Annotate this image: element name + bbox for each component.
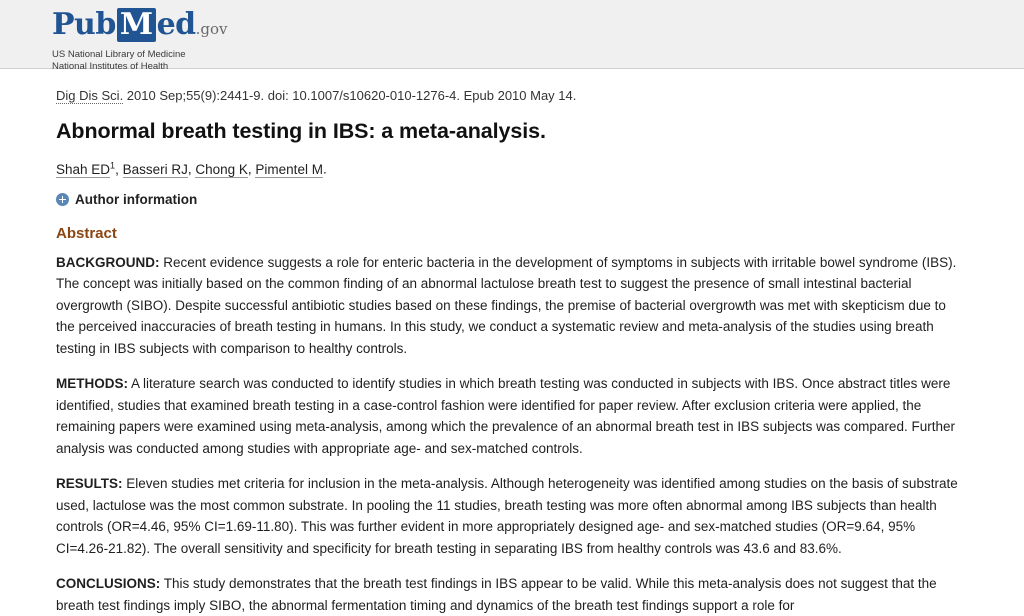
org-line-nih: National Institutes of Health (52, 61, 169, 72)
pubmed-logo-text (52, 8, 228, 46)
section-text: A literature search was conducted to identify studies in which breath testing was conducted in subjects with IBS. Once abstract titles were identified, studies that examined breath testing in a case-control fashion were identified for paper review. After exclusion criteria were applied, the remaining papers were examined using meta-analysis, among which the prevalence of an abnormal breath test in IBS subjects was compared. Further analysis was conducted among studies with appropriate age- and sex-matched controls. (56, 376, 955, 456)
author-entry (56, 162, 123, 177)
organization-lines (52, 49, 228, 73)
author-separator: , (115, 161, 123, 177)
author-separator: . (322, 161, 327, 177)
logo-ed-text: ed (156, 7, 196, 42)
author-affiliation-marker: 1 (110, 160, 116, 170)
section-label: BACKGROUND: (56, 254, 160, 270)
section-text: Recent evidence suggests a role for enteric bacteria in the development of symptoms in subjects with irritable bowel syndrome (IBS). The concept was initially based on the common finding of an abnormal lactulose breath test to suggest the presence of small intestinal bacterial overgrowth (SIBO). Despite successful antibiotic studies based on these findings, the premise of bacterial overgrowth was met with skepticism due to the perceived inaccuracies of breath testing in humans. In this study, we conduct a systematic review and meta-analysis of the studies using breath testing in IBS subjects with comparison to healthy controls. (56, 254, 957, 356)
author-link[interactable]: Basseri RJ (122, 161, 188, 177)
section-label: METHODS: (56, 376, 128, 391)
abstract-section-results (56, 473, 968, 559)
pubmed-logo[interactable] (52, 8, 228, 73)
author-entry (195, 162, 255, 178)
article-content (0, 69, 1024, 616)
logo-m-text: M (117, 8, 156, 42)
abstract-heading: Abstract (56, 224, 117, 242)
author-entry (123, 162, 196, 178)
org-line-nlm: US National Library of Medicine (52, 49, 186, 60)
journal-link[interactable]: Dig Dis Sci. (56, 88, 124, 103)
author-link[interactable]: Pimentel M (255, 161, 323, 177)
citation-line (56, 87, 968, 104)
author-separator: , (247, 161, 256, 177)
author-entry (255, 162, 326, 178)
abstract-section-methods (56, 373, 968, 459)
page-title: Abnormal breath testing in IBS: a meta-analysis. (56, 119, 546, 143)
author-information-toggle[interactable] (56, 192, 197, 207)
abstract-section-background (56, 252, 968, 360)
author-link[interactable]: Shah ED (56, 161, 111, 177)
author-list (56, 156, 968, 179)
author-information-label: Author information (75, 191, 198, 207)
author-link[interactable]: Chong K (195, 161, 248, 177)
section-text: This study demonstrates that the breath test findings in IBS appear to be valid. While this meta-analysis does not suggest that the breath test findings imply SIBO, the abnormal fermentation timing and dynamics of the breath test findings support a role for (56, 576, 937, 613)
site-header (0, 0, 1024, 72)
abstract-section-conclusions (56, 573, 968, 616)
plus-circle-icon (56, 193, 69, 206)
section-text: Eleven studies met criteria for inclusion in the meta-analysis. Although heterogeneity was identified among studies on the basis of substrate used, lactulose was the most common substrate. In pooling the 11 studies, breath testing was more often abnormal among IBS subjects than health controls (OR=4.46, 95% CI=1.69-11.80). This was further evident in more appropriately designed age- and sex-matched studies (OR=9.64, 95% CI=4.26-21.82). The overall sensitivity and specificity for breath testing in separating IBS from healthy controls was 43.6 and 83.6%. (56, 476, 958, 556)
logo-gov-text: .gov (195, 20, 228, 38)
author-separator: , (187, 161, 196, 177)
logo-pub-text: Pub (52, 7, 116, 42)
citation-details: 2010 Sep;55(9):2441-9. doi: 10.1007/s10620-010-1276-4. Epub 2010 May 14. (123, 88, 577, 103)
section-label: RESULTS: (56, 476, 123, 491)
section-label: CONCLUSIONS: (56, 576, 161, 591)
